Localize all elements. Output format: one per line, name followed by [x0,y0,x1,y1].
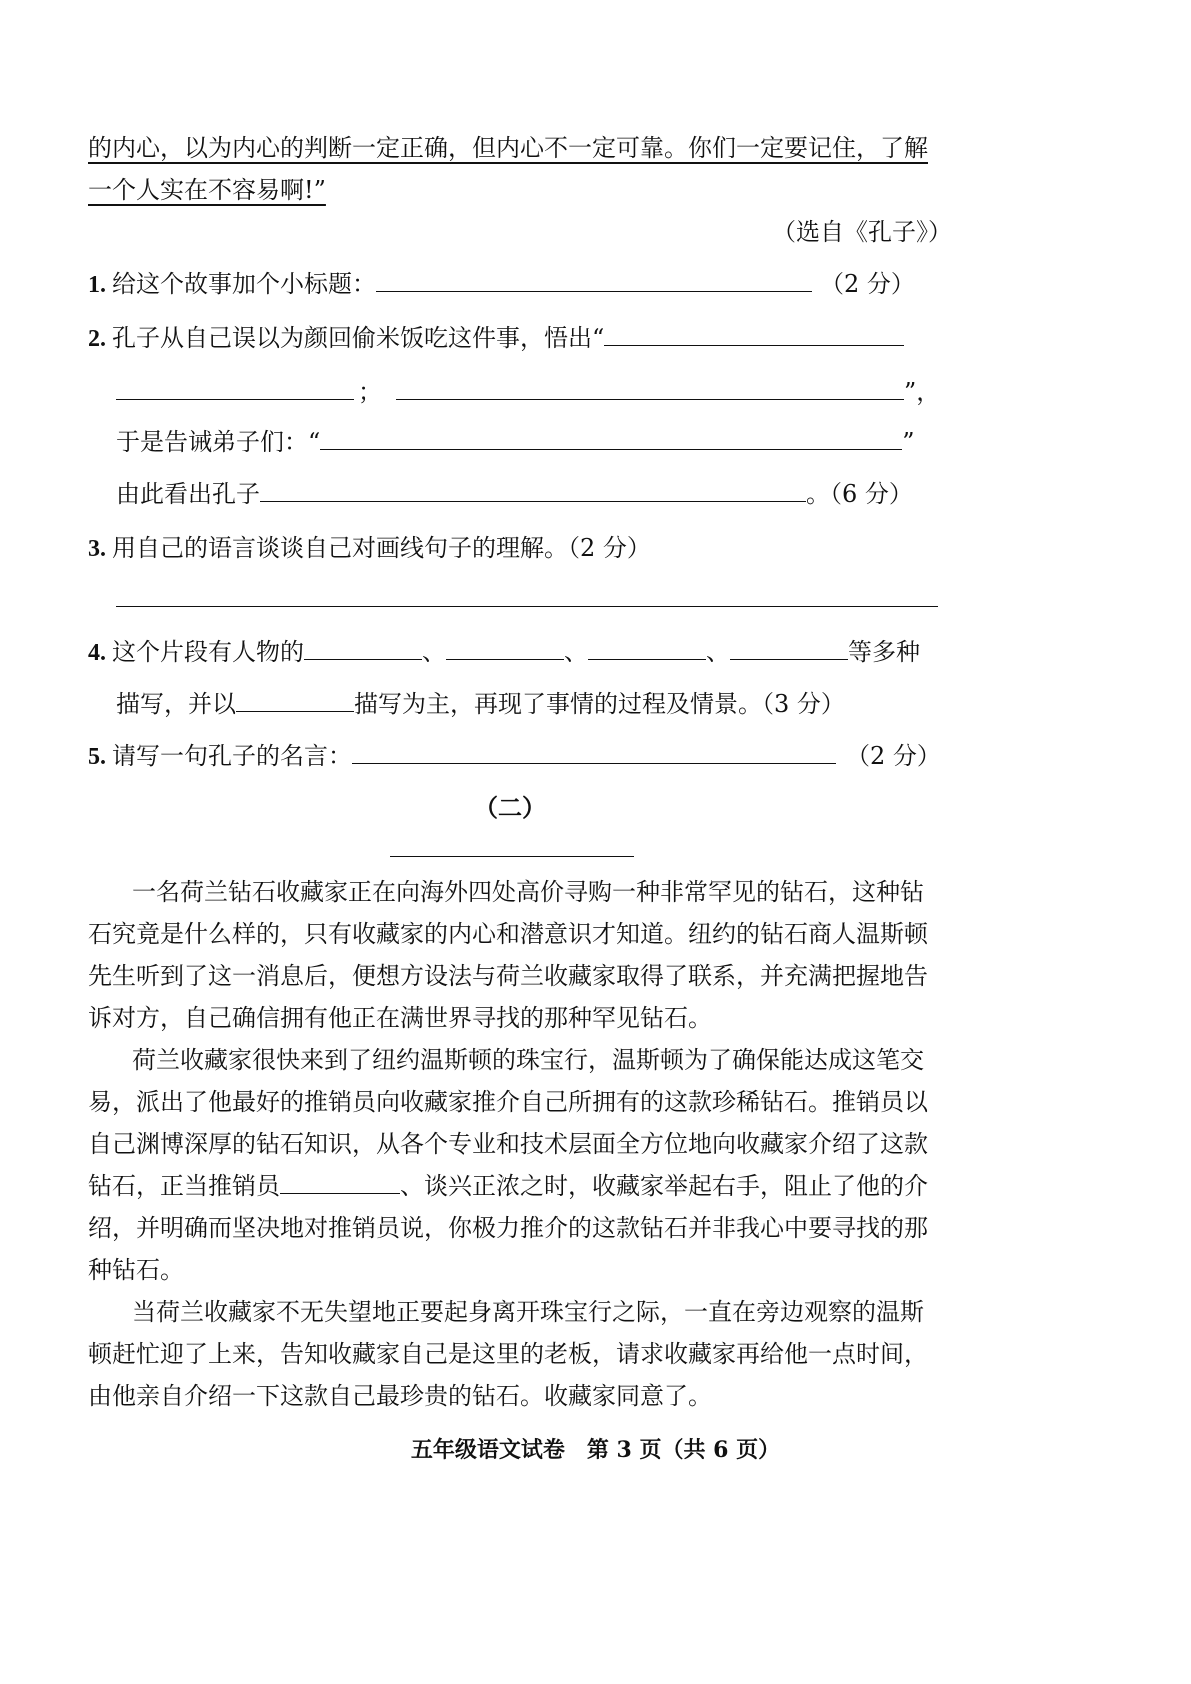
question-text: 描写为主，再现了事情的过程及情景。（3 分） [354,690,845,718]
question-number: 5. [88,744,106,770]
passage-line-2: 一个人实在不容易啊!” [88,176,326,204]
separator: 、 [422,638,446,666]
question-text-tail: 等多种 [848,638,920,666]
question-3 [88,532,651,565]
answer-blank[interactable] [446,637,564,660]
question-text: 用自己的语言谈谈自己对画线句子的理解。（2 分） [112,534,651,562]
answer-line[interactable] [116,606,938,607]
separator: 、 [564,638,588,666]
paragraph-text: 钻石，正当推销员 [88,1172,280,1200]
question-text: 给这个故事加个小标题： [112,270,376,298]
answer-blank[interactable] [236,689,354,712]
answer-blank[interactable] [280,1171,400,1194]
question-2-line-4 [116,478,913,510]
question-2-line-2 [116,376,940,408]
title-blank[interactable] [390,856,634,857]
question-score: 。（6 分） [806,480,913,508]
page-footer: 五年级语文试卷 第 3 页（共 6 页） [410,1437,781,1463]
passage-source: （选自《孔子》） [772,218,952,246]
close-quote: ” [902,428,915,456]
question-text: 请写一句孔子的名言： [112,742,352,770]
paragraph-line: 一名荷兰钻石收藏家正在向海外四处高价寻购一种非常罕见的钻石，这种钻 [132,878,924,906]
question-number: 2. [88,326,106,352]
close-quote: ”， [904,378,941,406]
question-5 [88,740,941,773]
paragraph-line: 自己渊博深厚的钻石知识，从各个专业和技术层面全方位地向收藏家介绍了这款 [88,1130,928,1158]
section-heading: （二） [474,793,546,822]
question-text: 这个片段有人物的 [112,638,304,666]
question-number: 3. [88,536,106,562]
question-number: 1. [88,272,106,298]
question-2 [88,322,904,355]
question-number: 4. [88,640,106,666]
question-text: 于是告诫弟子们：“ [116,428,321,456]
answer-blank[interactable] [320,427,902,450]
answer-blank[interactable] [304,637,422,660]
paragraph-line: 荷兰收藏家很快来到了纽约温斯顿的珠宝行，温斯顿为了确保能达成这笔交 [132,1046,924,1074]
answer-blank[interactable] [352,741,836,764]
separator: 、 [706,638,730,666]
paragraph-line: 顿赶忙迎了上来，告知收藏家自己是这里的老板，请求收藏家再给他一点时间， [88,1340,928,1368]
question-text: 由此看出孔子 [116,480,260,508]
question-4 [88,636,920,669]
paragraph-text: 、谈兴正浓之时，收藏家举起右手，阻止了他的介 [400,1172,928,1200]
paragraph-line: 诉对方，自己确信拥有他正在满世界寻找的那种罕见钻石。 [88,1004,712,1032]
question-4-line-2 [116,688,845,720]
passage-line-1: 的内心，以为内心的判断一定正确，但内心不一定可靠。你们一定要记住，了解 [88,134,928,162]
answer-blank[interactable] [588,637,706,660]
question-text: 孔子从自己误以为颜回偷米饭吃这件事，悟出“ [112,324,605,352]
paragraph-line: 当荷兰收藏家不无失望地正要起身离开珠宝行之际，一直在旁边观察的温斯 [132,1298,924,1326]
answer-blank[interactable] [730,637,848,660]
semicolon: ； [358,378,382,406]
question-score: （2 分） [820,270,915,298]
question-2-line-3 [116,426,915,458]
paragraph-line: 种钻石。 [88,1256,184,1284]
paragraph-line: 易，派出了他最好的推销员向收藏家推介自己所拥有的这款珍稀钻石。推销员以 [88,1088,928,1116]
question-text: 描写，并以 [116,690,236,718]
question-score: （2 分） [846,742,941,770]
paragraph-line-with-blank [88,1170,928,1202]
answer-blank[interactable] [376,269,812,292]
paragraph-line: 石究竟是什么样的，只有收藏家的内心和潜意识才知道。纽约的钻石商人温斯顿 [88,920,928,948]
answer-blank[interactable] [116,377,354,400]
question-1 [88,268,915,301]
paragraph-line: 先生听到了这一消息后，便想方设法与荷兰收藏家取得了联系，并充满把握地告 [88,962,928,990]
answer-blank[interactable] [396,377,904,400]
answer-blank[interactable] [260,479,806,502]
paragraph-line: 绍，并明确而坚决地对推销员说，你极力推介的这款钻石并非我心中要寻找的那 [88,1214,928,1242]
paragraph-line: 由他亲自介绍一下这款自己最珍贵的钻石。收藏家同意了。 [88,1382,712,1410]
answer-blank[interactable] [604,323,904,346]
